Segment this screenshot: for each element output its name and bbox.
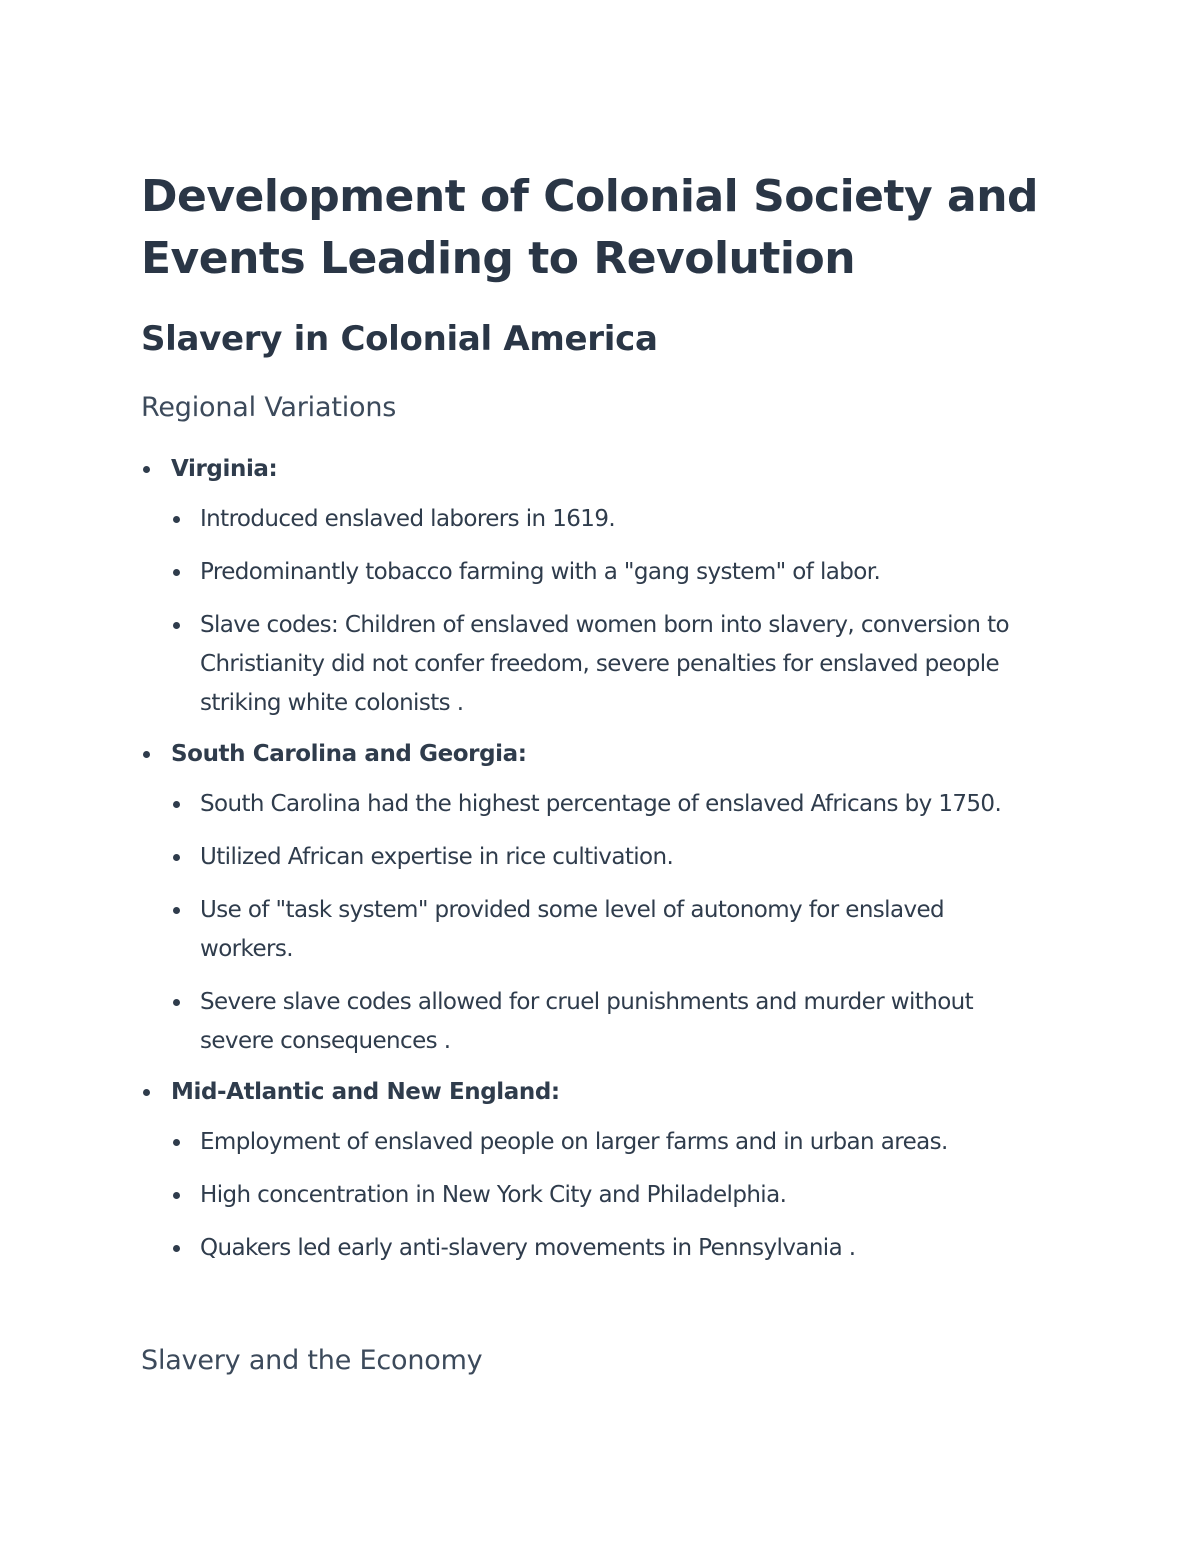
- region-heading: [141, 452, 1041, 486]
- point-text: South Carolina had the highest percentage of enslaved Africans by 1750.: [200, 791, 1002, 817]
- point-text: Severe slave codes allowed for cruel punishments and murder without severe consequences .: [200, 989, 974, 1054]
- list-item: [141, 553, 1041, 592]
- region-heading: [141, 737, 1041, 771]
- section-title: Slavery in Colonial America: [141, 319, 658, 359]
- region-item: [141, 1075, 1041, 1268]
- point-text: Quakers led early anti-slavery movements in Pennsylvania .: [200, 1235, 856, 1261]
- region-heading: [141, 1075, 1041, 1109]
- list-item: [141, 1123, 1041, 1162]
- point-text: Slave codes: Children of enslaved women born into slavery, conversion to Christianity did not confer freedom, severe penalties for enslaved people striking white colonists .: [200, 612, 1009, 716]
- list-item: [141, 500, 1041, 539]
- list-item: [141, 838, 1041, 877]
- point-text: Predominantly tobacco farming with a "gang system" of labor.: [200, 559, 881, 585]
- document-page: [141, 166, 1041, 1376]
- region-label: South Carolina and Georgia:: [171, 741, 527, 767]
- point-text: High concentration in New York City and Philadelphia.: [200, 1182, 787, 1208]
- bullet-icon: [173, 622, 180, 629]
- bullet-icon: [143, 751, 150, 758]
- region-item: [141, 452, 1041, 723]
- bullet-icon: [173, 907, 180, 914]
- bullet-icon: [173, 516, 180, 523]
- bullet-icon: [173, 1139, 180, 1146]
- bullet-icon: [173, 1245, 180, 1252]
- point-list: [141, 785, 1041, 1061]
- bullet-icon: [173, 569, 180, 576]
- list-item: [141, 891, 1041, 969]
- bullet-icon: [173, 801, 180, 808]
- list-item: [141, 1229, 1041, 1268]
- region-label: Virginia:: [171, 456, 278, 482]
- point-text: Utilized African expertise in rice cultivation.: [200, 844, 674, 870]
- list-item: [141, 785, 1041, 824]
- list-item: [141, 983, 1041, 1061]
- point-text: Use of "task system" provided some level of autonomy for enslaved workers.: [200, 897, 945, 962]
- bullet-icon: [173, 1192, 180, 1199]
- bullet-icon: [143, 466, 150, 473]
- bullet-icon: [173, 999, 180, 1006]
- point-list: [141, 1123, 1041, 1268]
- subsection-title-regional: Regional Variations: [141, 392, 397, 423]
- region-item: [141, 737, 1041, 1061]
- list-item: [141, 1176, 1041, 1215]
- list-item: [141, 606, 1041, 723]
- point-text: Introduced enslaved laborers in 1619.: [200, 506, 616, 532]
- bullet-icon: [173, 854, 180, 861]
- point-text: Employment of enslaved people on larger farms and in urban areas.: [200, 1129, 948, 1155]
- region-label: Mid-Atlantic and New England:: [171, 1079, 560, 1105]
- region-list: [141, 452, 1041, 1268]
- document-title: Development of Colonial Society and Events Leading to Revolution: [141, 171, 1039, 284]
- subsection-title-economy: Slavery and the Economy: [141, 1345, 483, 1376]
- bullet-icon: [143, 1089, 150, 1096]
- point-list: [141, 500, 1041, 723]
